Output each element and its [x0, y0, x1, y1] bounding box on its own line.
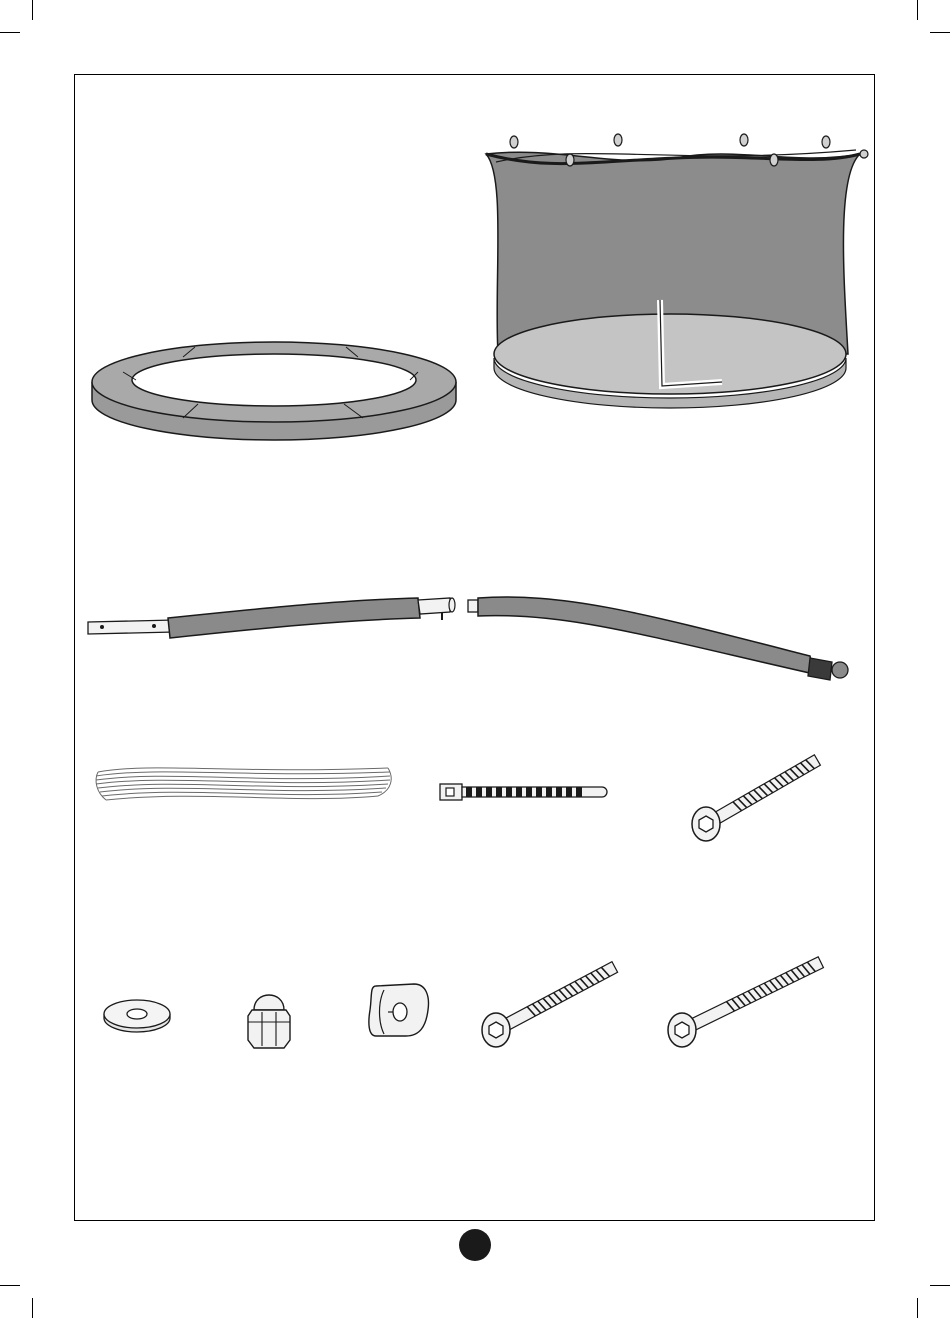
coiled-rope-icon: [92, 760, 394, 808]
crop-mark-tr-v: [917, 0, 918, 20]
crop-mark-tl-h: [0, 32, 20, 33]
crop-mark-br-v: [917, 1298, 918, 1318]
straight-pole-icon: [84, 592, 460, 642]
hex-socket-bolt-icon: [688, 760, 838, 846]
page-number-badge: [459, 1229, 491, 1261]
crop-mark-tl-v: [32, 0, 33, 20]
enclosure-net-icon: [476, 132, 872, 408]
hex-socket-bolt-icon: [664, 966, 840, 1056]
crop-mark-br-h: [930, 1285, 950, 1286]
cable-tie-icon: [438, 780, 608, 804]
crop-mark-bl-h: [0, 1285, 20, 1286]
curved-pole-icon: [466, 594, 854, 686]
flat-washer-icon: [102, 996, 172, 1036]
ring-pad-icon: [88, 338, 460, 446]
crop-mark-bl-v: [32, 1298, 33, 1318]
dome-nut-icon: [244, 982, 294, 1052]
crop-mark-tr-h: [930, 32, 950, 33]
spacer-block-icon: [366, 982, 434, 1040]
hex-socket-bolt-icon: [478, 970, 632, 1054]
